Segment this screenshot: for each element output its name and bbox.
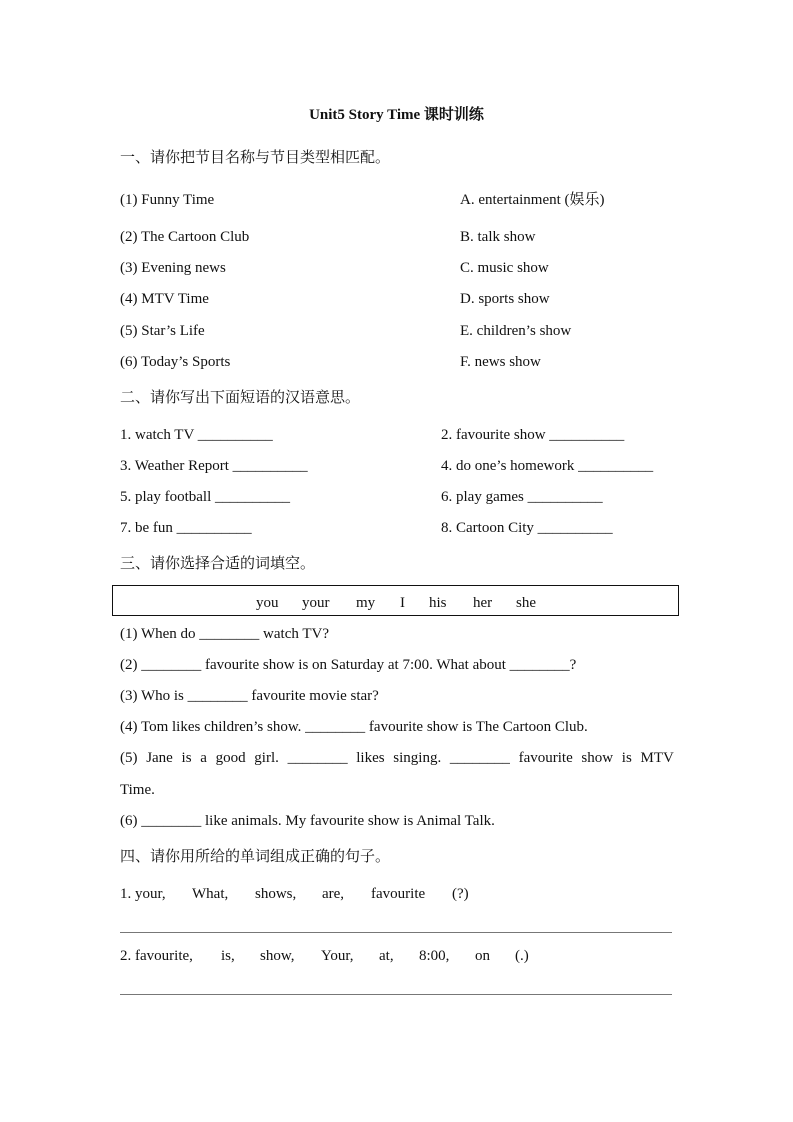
phrase-item[interactable]: 8. Cartoon City __________: [441, 520, 613, 536]
fill-question[interactable]: (1) When do ________ watch TV?: [120, 626, 329, 642]
section1-heading: 一、请你把节目名称与节目类型相匹配。: [120, 148, 391, 166]
program-item: (6) Today’s Sports: [120, 354, 231, 370]
phrase-item[interactable]: 4. do one’s homework __________: [441, 458, 654, 474]
scramble-word: 1. your,: [120, 886, 166, 902]
q5-word: (5): [120, 750, 138, 766]
q5-word: show: [581, 750, 614, 766]
fill-question-5-continued: Time.: [120, 782, 155, 798]
q5-word: likes: [356, 750, 385, 766]
fill-question[interactable]: (2) ________ favourite show is on Saturday at 7:00. What about ________?: [120, 657, 577, 673]
q5-word: singing.: [393, 750, 442, 766]
word-bank-word: my: [356, 595, 376, 611]
program-item: (2) The Cartoon Club: [120, 229, 250, 245]
answer-line-2[interactable]: [120, 994, 672, 995]
fill-question[interactable]: (4) Tom likes children’s show. ________ favourite show is The Cartoon Club.: [120, 719, 588, 735]
q5-blank[interactable]: ________: [287, 750, 348, 766]
scramble-word: are,: [322, 886, 345, 902]
word-bank-box: [112, 585, 679, 616]
scramble-word: favourite: [371, 886, 426, 902]
phrase-item[interactable]: 1. watch TV __________: [120, 427, 273, 443]
word-bank-word: her: [473, 595, 493, 611]
program-item: (4) MTV Time: [120, 291, 209, 307]
word-bank-word: his: [429, 595, 447, 611]
q5-word: is: [181, 750, 192, 766]
fill-question-5[interactable]: [120, 751, 674, 766]
scramble-word: on: [475, 948, 490, 964]
type-item: E. children’s show: [460, 323, 572, 339]
word-bank-word: your: [302, 595, 330, 611]
section2-heading: 二、请你写出下面短语的汉语意思。: [120, 388, 361, 406]
phrase-item[interactable]: 3. Weather Report __________: [120, 458, 308, 474]
scramble-word: show,: [260, 948, 295, 964]
fill-question[interactable]: (3) Who is ________ favourite movie star?: [120, 688, 379, 704]
q5-word: Jane: [146, 750, 173, 766]
word-bank-word: you: [256, 595, 279, 611]
q5-blank[interactable]: ________: [449, 750, 510, 766]
scramble-word: 8:00,: [419, 948, 450, 964]
scramble-word: at,: [379, 948, 394, 964]
page-title: Unit5 Story Time 课时训练: [309, 107, 484, 123]
fill-question[interactable]: (6) ________ like animals. My favourite show is Animal Talk.: [120, 813, 495, 829]
type-item: F. news show: [460, 354, 541, 370]
phrase-item[interactable]: 6. play games __________: [441, 489, 603, 505]
word-bank-word: I: [400, 595, 405, 611]
scramble-word: (?): [452, 886, 469, 902]
program-item: (5) Star’s Life: [120, 323, 205, 339]
scramble-word: What,: [192, 886, 229, 902]
phrase-item[interactable]: 7. be fun __________: [120, 520, 252, 536]
type-item: C. music show: [460, 260, 549, 276]
program-item: (3) Evening news: [120, 260, 226, 276]
scramble-word: 2. favourite,: [120, 948, 193, 964]
q5-word: a: [200, 750, 207, 766]
type-item: A. entertainment (娱乐): [460, 192, 605, 208]
scramble-word: is,: [221, 948, 235, 964]
type-item: B. talk show: [460, 229, 536, 245]
section3-heading: 三、请你选择合适的词填空。: [120, 554, 316, 572]
scramble-word: shows,: [255, 886, 297, 902]
q5-word: good: [215, 750, 246, 766]
answer-line-1[interactable]: [120, 932, 672, 933]
q5-word: MTV: [640, 750, 674, 766]
section4-heading: 四、请你用所给的单词组成正确的句子。: [120, 847, 391, 865]
program-item: (1) Funny Time: [120, 192, 215, 208]
phrase-item[interactable]: 2. favourite show __________: [441, 427, 625, 443]
q5-word: favourite: [518, 750, 573, 766]
type-item: D. sports show: [460, 291, 550, 307]
phrase-item[interactable]: 5. play football __________: [120, 489, 290, 505]
word-bank-word: she: [516, 595, 536, 611]
q5-word: is: [621, 750, 632, 766]
scramble-word: Your,: [321, 948, 354, 964]
scramble-word: (.): [515, 948, 529, 964]
q5-word: girl.: [254, 750, 279, 766]
